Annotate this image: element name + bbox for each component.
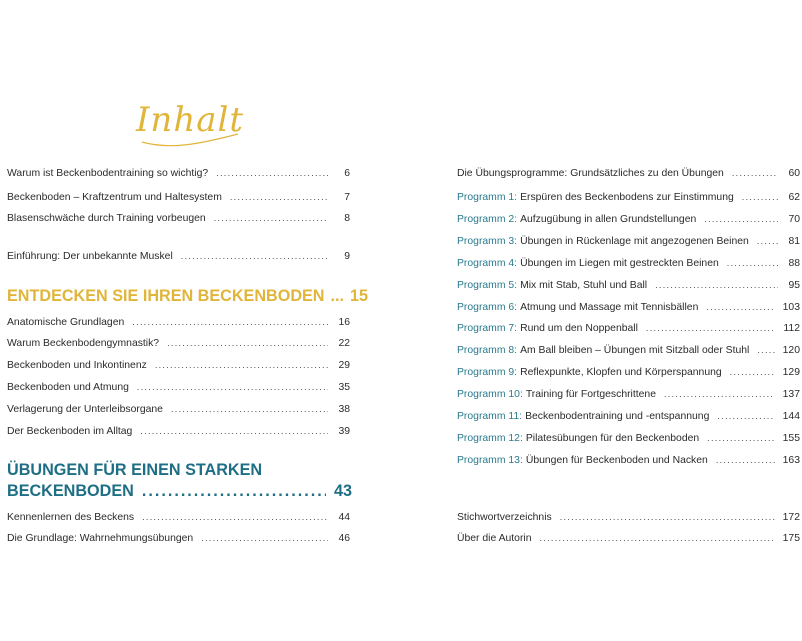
toc-entry[interactable]: Die Grundlage: Wahrnehmungsübungen ..... 46 <box>7 533 350 544</box>
toc-entry-program[interactable]: Programm 6: Atmung und Massage mit Tennisbällen ..... 103 <box>457 302 800 313</box>
toc-entry-program[interactable]: Programm 9: Reflexpunkte, Klopfen und Körperspannung ..... 129 <box>457 367 800 378</box>
toc-entry[interactable]: Beckenboden und Inkontinenz ..... 29 <box>7 360 350 371</box>
toc-entry-program[interactable]: Programm 5: Mix mit Stab, Stuhl und Ball ..... 95 <box>457 280 800 291</box>
toc-entry[interactable]: Kennenlernen des Beckens ..... 44 <box>7 512 350 523</box>
toc-entry[interactable]: Stichwortverzeichnis ..... 172 <box>457 512 800 523</box>
toc-entry[interactable]: Beckenboden und Atmung ..... 35 <box>7 382 350 393</box>
toc-entry[interactable]: Die Übungsprogramme: Grundsätzliches zu den Übungen ..... 60 <box>457 168 800 179</box>
toc-entry[interactable]: Warum Beckenbodengymnastik? ..... 22 <box>7 338 350 349</box>
toc-entry-program[interactable]: Programm 1: Erspüren des Beckenbodens zur Einstimmung ..... 62 <box>457 192 800 203</box>
toc-entry[interactable]: Blasenschwäche durch Training vorbeugen ..... 8 <box>7 213 350 224</box>
chapter-heading-1[interactable]: ENTDECKEN SIE IHREN BECKENBODEN ... 15 <box>7 287 369 305</box>
toc-entry-program[interactable]: Programm 8: Am Ball bleiben – Übungen mit Sitzball oder Stuhl ..... 120 <box>457 345 800 356</box>
toc-entry-program[interactable]: Programm 3: Übungen in Rückenlage mit angezogenen Beinen ..... 81 <box>457 236 800 247</box>
toc-entry[interactable]: Der Beckenboden im Alltag ..... 39 <box>7 426 350 437</box>
toc-title: Inhalt <box>136 100 245 140</box>
title-swash-decoration <box>140 120 240 150</box>
toc-entry[interactable]: Warum ist Beckenbodentraining so wichtig? ..... 6 <box>7 168 350 179</box>
toc-entry-program[interactable]: Programm 4: Übungen im Liegen mit gestreckten Beinen ..... 88 <box>457 258 800 269</box>
toc-entry-program[interactable]: Programm 7: Rund um den Noppenball ..... 112 <box>457 323 800 334</box>
toc-entry-program[interactable]: Programm 10: Training für Fortgeschrittene ..... 137 <box>457 389 800 400</box>
toc-entry[interactable]: Verlagerung der Unterleibsorgane ..... 38 <box>7 404 350 415</box>
chapter-heading-2[interactable]: ÜBUNGEN FÜR EINEN STARKEN BECKENBODEN ..... 43 <box>7 460 352 502</box>
toc-entry-program[interactable]: Programm 2: Aufzugübung in allen Grundstellungen ..... 70 <box>457 214 800 225</box>
toc-entry[interactable]: Anatomische Grundlagen ..... 16 <box>7 317 350 328</box>
toc-entry[interactable]: Über die Autorin ..... 175 <box>457 533 800 544</box>
toc-entry[interactable]: Einführung: Der unbekannte Muskel ..... 9 <box>7 251 350 262</box>
toc-entry-program[interactable]: Programm 11: Beckenbodentraining und -entspannung ..... 144 <box>457 411 800 422</box>
toc-entry[interactable]: Beckenboden – Kraftzentrum und Haltesystem ..... 7 <box>7 192 350 203</box>
toc-entry-program[interactable]: Programm 12: Pilatesübungen für den Beckenboden ..... 155 <box>457 433 800 444</box>
toc-entry-program[interactable]: Programm 13: Übungen für Beckenboden und Nacken ..... 163 <box>457 455 800 466</box>
